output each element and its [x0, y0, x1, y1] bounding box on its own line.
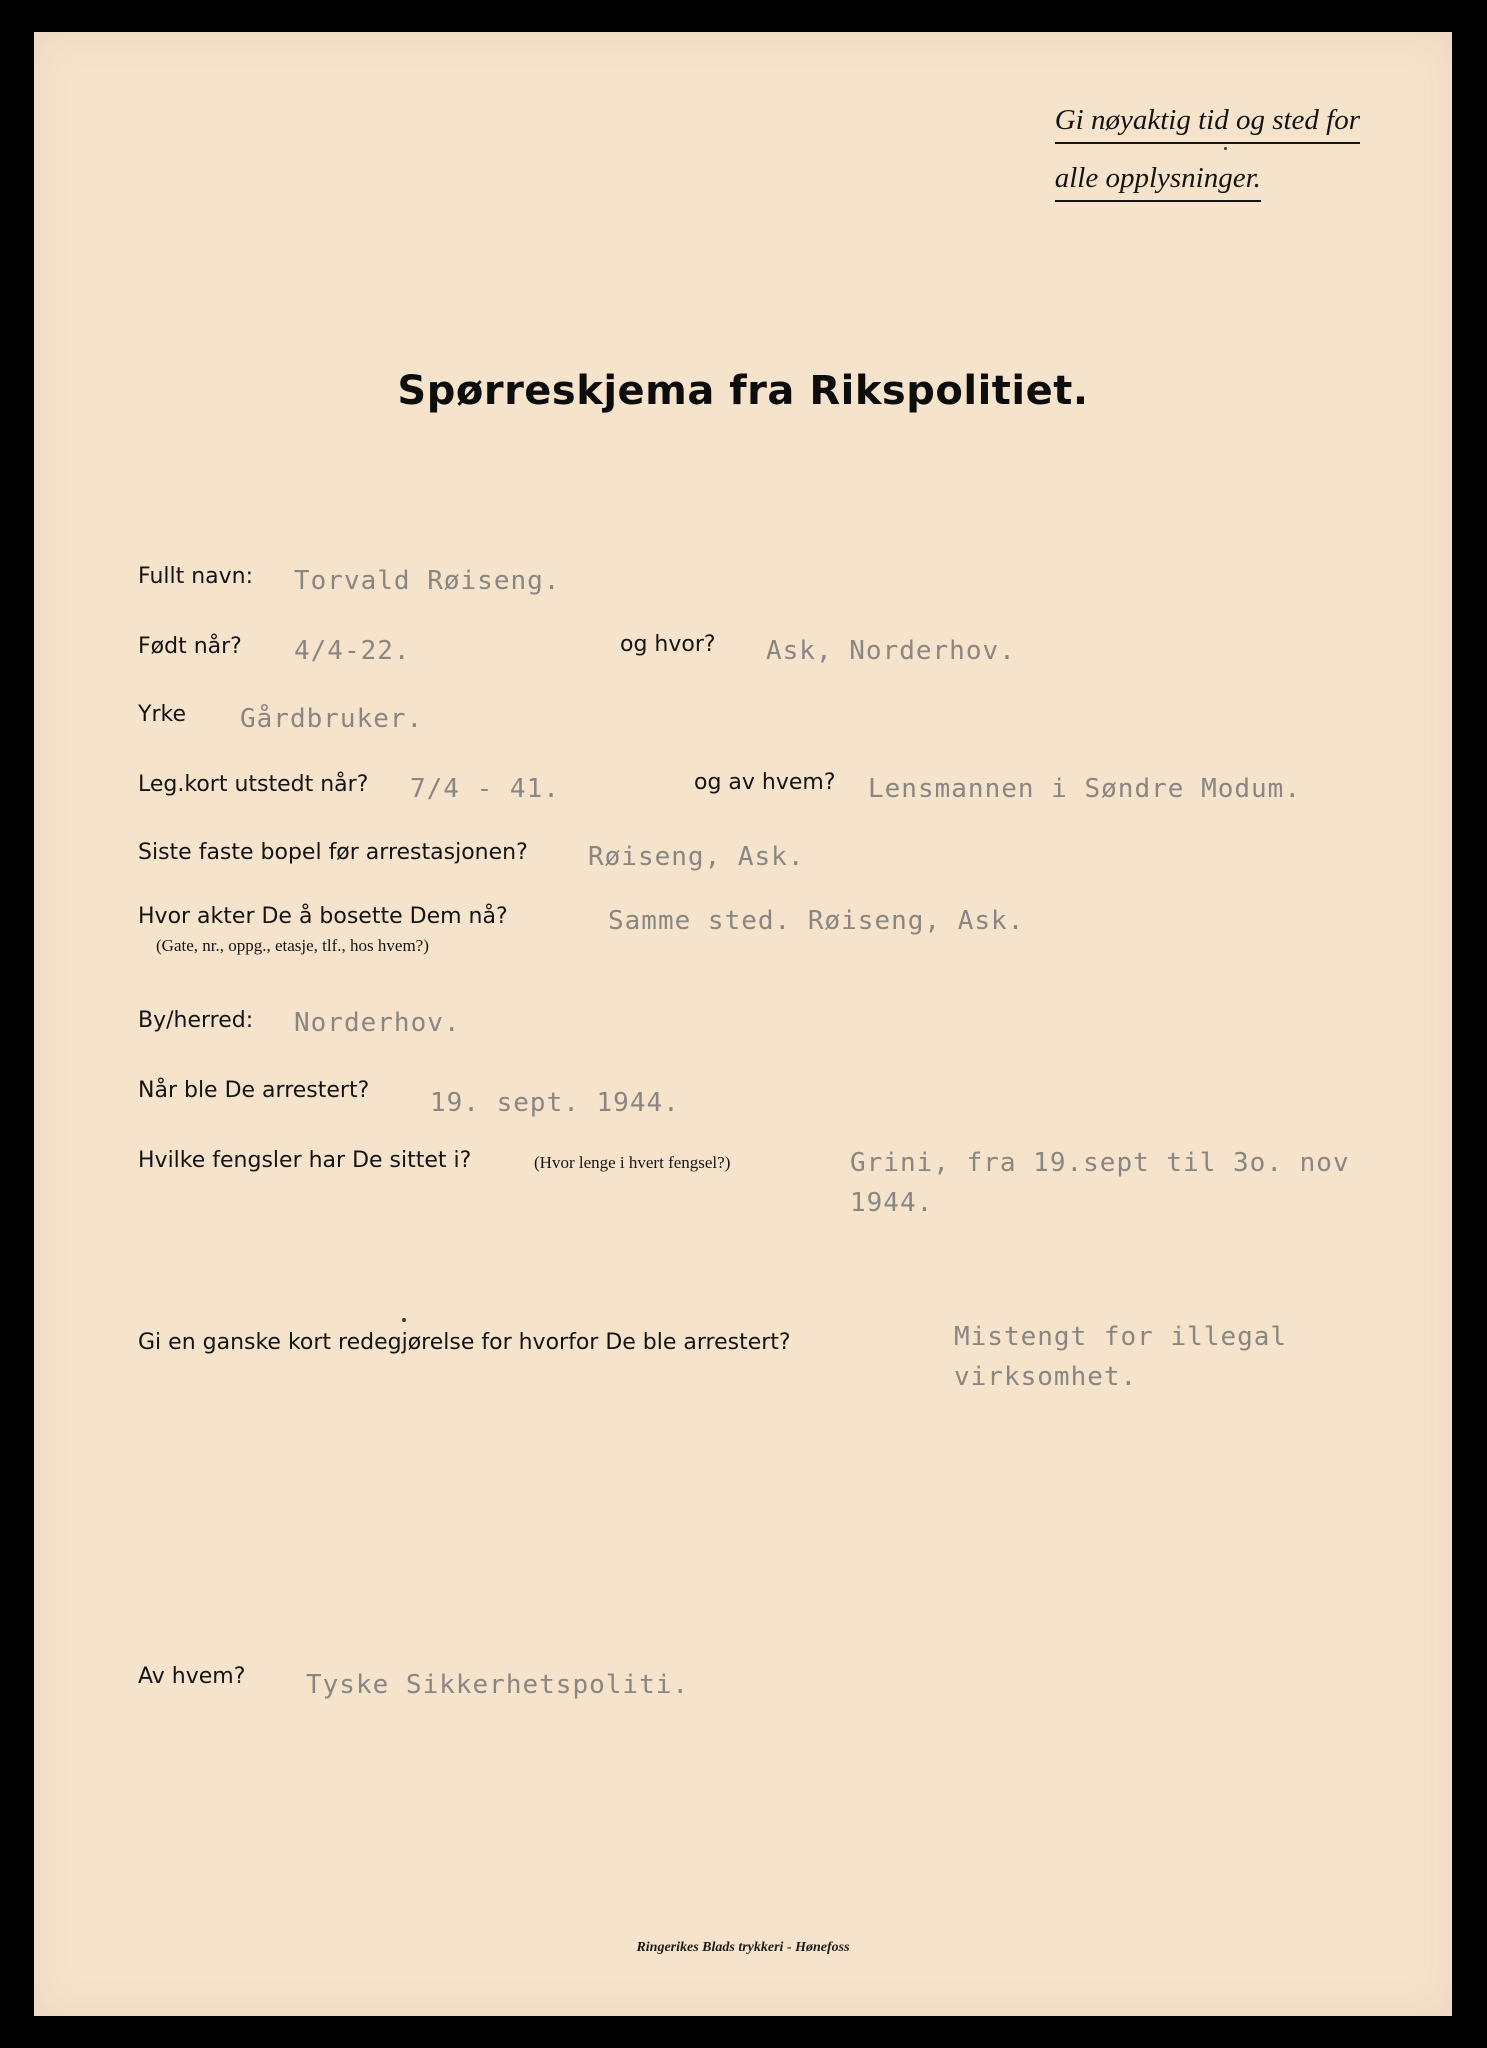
- id-issued-label: Leg.kort utstedt når?: [138, 772, 369, 797]
- form-title: Spørreskjema fra Rikspolitiet.: [397, 368, 1089, 414]
- id-issued-by-label: og av hvem?: [694, 770, 836, 795]
- instruction-line-1: Gi nøyaktig tid og sted for: [1055, 100, 1360, 144]
- settle-value: Samme sted. Røiseng, Ask.: [608, 906, 1025, 936]
- occupation-label: Yrke: [138, 702, 186, 727]
- born-where-value: Ask, Norderhov.: [766, 636, 1016, 666]
- settle-label: Hvor akter De å bosette Dem nå?: [138, 904, 508, 929]
- prisons-value-line-1: Grini, fra 19.sept til 3o. nov: [850, 1148, 1350, 1178]
- prisons-hint: (Hvor lenge i hvert fengsel?): [534, 1153, 731, 1172]
- by-whom-label: Av hvem?: [138, 1664, 246, 1689]
- printer-footer: Ringerikes Blads trykkeri - Hønefoss: [636, 1940, 850, 1955]
- prisons-label: Hvilke fengsler har De sittet i?: [138, 1148, 472, 1173]
- occupation-value: Gårdbruker.: [240, 704, 424, 734]
- last-residence-label: Siste faste bopel før arrestasjonen?: [138, 840, 528, 865]
- arrested-when-value: 19. sept. 1944.: [430, 1088, 680, 1118]
- instruction-line-2: alle opplysninger.: [1055, 158, 1261, 202]
- reason-value-line-2: virksomhet.: [954, 1362, 1138, 1392]
- id-issued-value: 7/4 - 41.: [410, 774, 560, 804]
- id-issued-by-value: Lensmannen i Søndre Modum.: [868, 774, 1301, 804]
- last-residence-value: Røiseng, Ask.: [588, 842, 805, 872]
- settle-hint: (Gate, nr., oppg., etasje, tlf., hos hvem?): [156, 936, 429, 955]
- born-when-value: 4/4-22.: [294, 636, 411, 666]
- reason-value-line-1: Mistengt for illegal: [954, 1322, 1288, 1352]
- full-name-label: Fullt navn:: [138, 564, 254, 589]
- reason-label: Gi en ganske kort redegjørelse for hvorfor De ble arrestert?: [138, 1330, 791, 1355]
- form-page: [34, 32, 1452, 2016]
- by-whom-value: Tyske Sikkerhetspoliti.: [306, 1670, 690, 1700]
- full-name-value: Torvald Røiseng.: [294, 566, 561, 596]
- paper-speck: [1224, 147, 1227, 150]
- municipality-label: By/herred:: [138, 1008, 254, 1033]
- prisons-value-line-2: 1944.: [850, 1188, 934, 1218]
- municipality-value: Norderhov.: [294, 1008, 461, 1038]
- born-where-label: og hvor?: [620, 632, 716, 657]
- paper-speck: [402, 1318, 406, 1322]
- instruction-note: [1055, 100, 1360, 216]
- born-when-label: Født når?: [138, 634, 242, 659]
- arrested-when-label: Når ble De arrestert?: [138, 1078, 370, 1103]
